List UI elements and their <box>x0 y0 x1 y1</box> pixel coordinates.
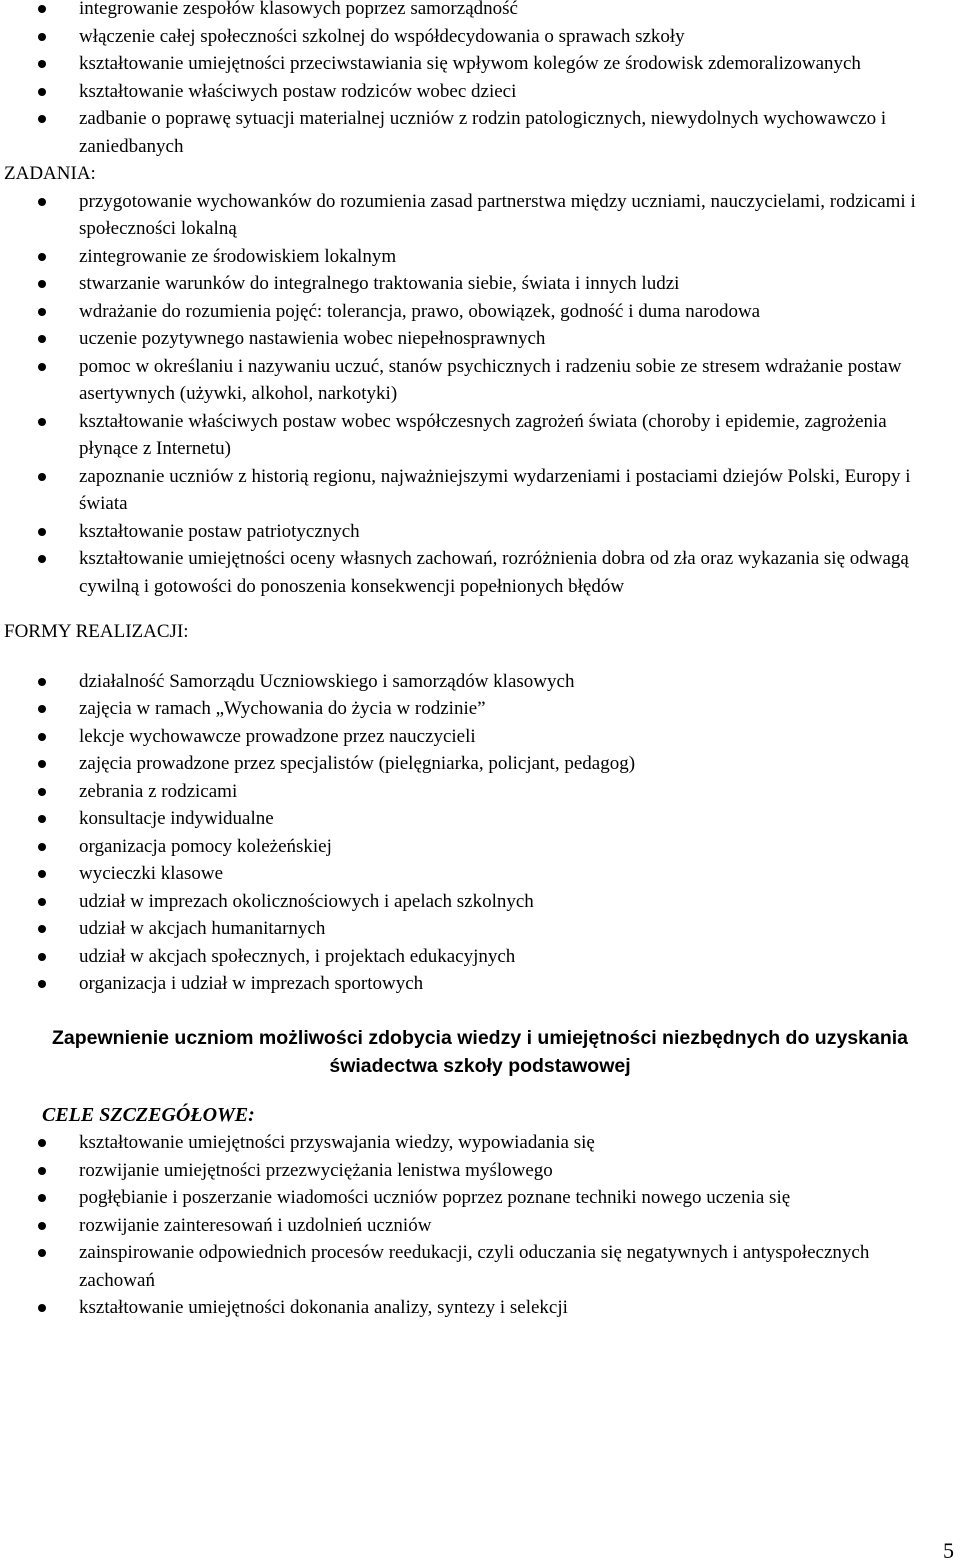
list-item <box>0 105 960 160</box>
bullet-icon <box>38 280 46 288</box>
list-item-text: kształtowanie właściwych postaw wobec współczesnych zagrożeń świata (choroby i epidemie, zagrożenia płynące z Internetu) <box>79 410 887 459</box>
list-item <box>0 1239 960 1294</box>
list-item-text: kształtowanie postaw patriotycznych <box>79 520 360 542</box>
list-item <box>0 943 960 971</box>
forms-heading: FORMY REALIZACJI: <box>4 621 189 642</box>
bullet-icon <box>38 925 46 933</box>
bullet-icon <box>38 788 46 796</box>
list-item <box>0 518 960 546</box>
bullet-icon <box>38 733 46 741</box>
bullet-icon <box>38 1249 46 1257</box>
list-item <box>0 23 960 51</box>
list-item-text: działalność Samorządu Uczniowskiego i samorządów klasowych <box>79 670 575 692</box>
bullet-icon <box>38 60 46 68</box>
list-item <box>0 778 960 806</box>
list-item <box>0 1129 960 1157</box>
tasks-heading: ZADANIA: <box>4 163 96 184</box>
goals-bullet-list <box>0 1129 960 1322</box>
list-item <box>0 668 960 696</box>
list-item <box>0 833 960 861</box>
list-item-text: udział w akcjach społecznych, i projektach edukacyjnych <box>79 945 516 967</box>
list-item-text: udział w imprezach okolicznościowych i apelach szkolnych <box>79 890 534 912</box>
list-item <box>0 915 960 943</box>
list-item <box>0 243 960 271</box>
forms-bullet-list <box>0 668 960 998</box>
list-item <box>0 1212 960 1240</box>
list-item-text: udział w akcjach humanitarnych <box>79 918 326 939</box>
list-item <box>0 545 960 600</box>
list-item <box>0 750 960 778</box>
list-item-text: włączenie całej społeczności szkolnej do współdecydowania o sprawach szkoły <box>79 25 685 47</box>
bullet-icon <box>38 253 46 261</box>
list-item <box>0 1184 960 1212</box>
list-item-text: konsultacje indywidualne <box>79 808 274 829</box>
bullet-icon <box>38 363 46 371</box>
bullet-icon <box>38 705 46 713</box>
list-item <box>0 50 960 78</box>
list-item <box>0 888 960 916</box>
list-item-text: wycieczki klasowe <box>79 863 224 884</box>
top-bullet-list <box>0 0 960 160</box>
bullet-icon <box>38 308 46 316</box>
bullet-icon <box>38 5 46 13</box>
list-item-text: zadbanie o poprawę sytuacji materialnej uczniów z rodzin patologicznych, niewydolnych wychowawczo i zaniedbanych <box>79 108 887 157</box>
list-item-text: zajęcia w ramach „Wychowania do życia w rodzinie” <box>79 698 486 719</box>
list-item-text: rozwijanie zainteresowań i uzdolnień uczniów <box>79 1214 432 1236</box>
list-item-text: uczenie pozytywnego nastawienia wobec niepełnosprawnych <box>79 328 546 349</box>
list-item <box>0 1294 960 1322</box>
bullet-icon <box>38 815 46 823</box>
bullet-icon <box>38 1222 46 1230</box>
list-item-text: zintegrowanie ze środowiskiem lokalnym <box>79 245 397 267</box>
list-item <box>0 353 960 408</box>
list-item-text: zapoznanie uczniów z historią regionu, najważniejszymi wydarzeniami i postaciami dziejów Polski, Europy i świata <box>79 465 911 514</box>
bullet-icon <box>38 980 46 988</box>
tasks-bullet-list <box>0 188 960 601</box>
list-item-text: pogłębianie i poszerzanie wiadomości uczniów poprzez poznane techniki nowego uczenia się <box>79 1187 791 1208</box>
bullet-icon <box>38 473 46 481</box>
bullet-icon <box>38 678 46 686</box>
list-item-text: kształtowanie umiejętności dokonania analizy, syntezy i selekcji <box>79 1297 568 1318</box>
bullet-icon <box>38 898 46 906</box>
list-item <box>0 860 960 888</box>
list-item <box>0 0 960 23</box>
list-item <box>0 695 960 723</box>
bullet-icon <box>38 335 46 343</box>
bullet-icon <box>38 418 46 426</box>
bullet-icon <box>38 528 46 536</box>
list-item-text: integrowanie zespołów klasowych poprzez samorządność <box>79 0 518 19</box>
list-item <box>0 325 960 353</box>
list-item-text: lekcje wychowawcze prowadzone przez nauczycieli <box>79 725 476 747</box>
list-item <box>0 298 960 326</box>
bullet-icon <box>38 953 46 961</box>
list-item-text: organizacja pomocy koleżeńskiej <box>79 835 332 857</box>
bullet-icon <box>38 870 46 878</box>
list-item-text: zajęcia prowadzone przez specjalistów (pielęgniarka, policjant, pedagog) <box>79 753 636 774</box>
list-item-text: kształtowanie umiejętności przeciwstawiania się wpływom kolegów ze środowisk zdemoralizowanych <box>79 53 861 74</box>
list-item <box>0 970 960 998</box>
bullet-icon <box>38 33 46 41</box>
list-item <box>0 1157 960 1185</box>
bullet-icon <box>38 555 46 563</box>
bullet-icon <box>38 1139 46 1147</box>
list-item <box>0 188 960 243</box>
bullet-icon <box>38 1304 46 1312</box>
bullet-icon <box>38 843 46 851</box>
list-item-text: organizacja i udział w imprezach sportowych <box>79 973 424 994</box>
bullet-icon <box>38 88 46 96</box>
list-item-text: kształtowanie umiejętności oceny własnych zachowań, rozróżnienia dobra od zła oraz wykazania się odwagą cywilną i gotowości do ponoszenia konsekwencji popełnionych błędów <box>79 548 909 597</box>
bullet-icon <box>38 760 46 768</box>
list-item-text: zebrania z rodzicami <box>79 780 238 802</box>
bullet-icon <box>38 198 46 206</box>
list-item-text: zainspirowanie odpowiednich procesów reedukacji, czyli oduczania się negatywnych i antyspołecznych zachowań <box>79 1242 870 1291</box>
bullet-icon <box>38 1167 46 1175</box>
list-item <box>0 78 960 106</box>
list-item <box>0 805 960 833</box>
list-item <box>0 270 960 298</box>
section-title: Zapewnienie uczniom możliwości zdobycia wiedzy i umiejętności niezbędnych do uzyskania świadectwa szkoły podstawowej <box>51 1026 909 1077</box>
list-item-text: wdrażanie do rozumienia pojęć: tolerancja, prawo, obowiązek, godność i duma narodowa <box>79 300 761 322</box>
list-item-text: kształtowanie umiejętności przyswajania wiedzy, wypowiadania się <box>79 1132 595 1153</box>
list-item-text: przygotowanie wychowanków do rozumienia zasad partnerstwa między uczniami, nauczycielami, rodzicami i społeczności lokalną <box>79 190 916 239</box>
list-item-text: rozwijanie umiejętności przezwyciężania lenistwa myślowego <box>79 1159 553 1181</box>
page-number: 5 <box>943 1537 954 1563</box>
bullet-icon <box>38 115 46 123</box>
bullet-icon <box>38 1194 46 1202</box>
list-item-text: kształtowanie właściwych postaw rodziców wobec dzieci <box>79 80 517 102</box>
list-item <box>0 408 960 463</box>
list-item-text: stwarzanie warunków do integralnego traktowania siebie, świata i innych ludzi <box>79 273 680 294</box>
list-item-text: pomoc w określaniu i nazywaniu uczuć, stanów psychicznych i radzeniu sobie ze stresem wdrażanie postaw asertywnych (używki, alkohol, narkotyki) <box>79 355 902 404</box>
list-item <box>0 723 960 751</box>
list-item <box>0 463 960 518</box>
goals-heading: CELE SZCZEGÓŁOWE: <box>42 1103 255 1126</box>
